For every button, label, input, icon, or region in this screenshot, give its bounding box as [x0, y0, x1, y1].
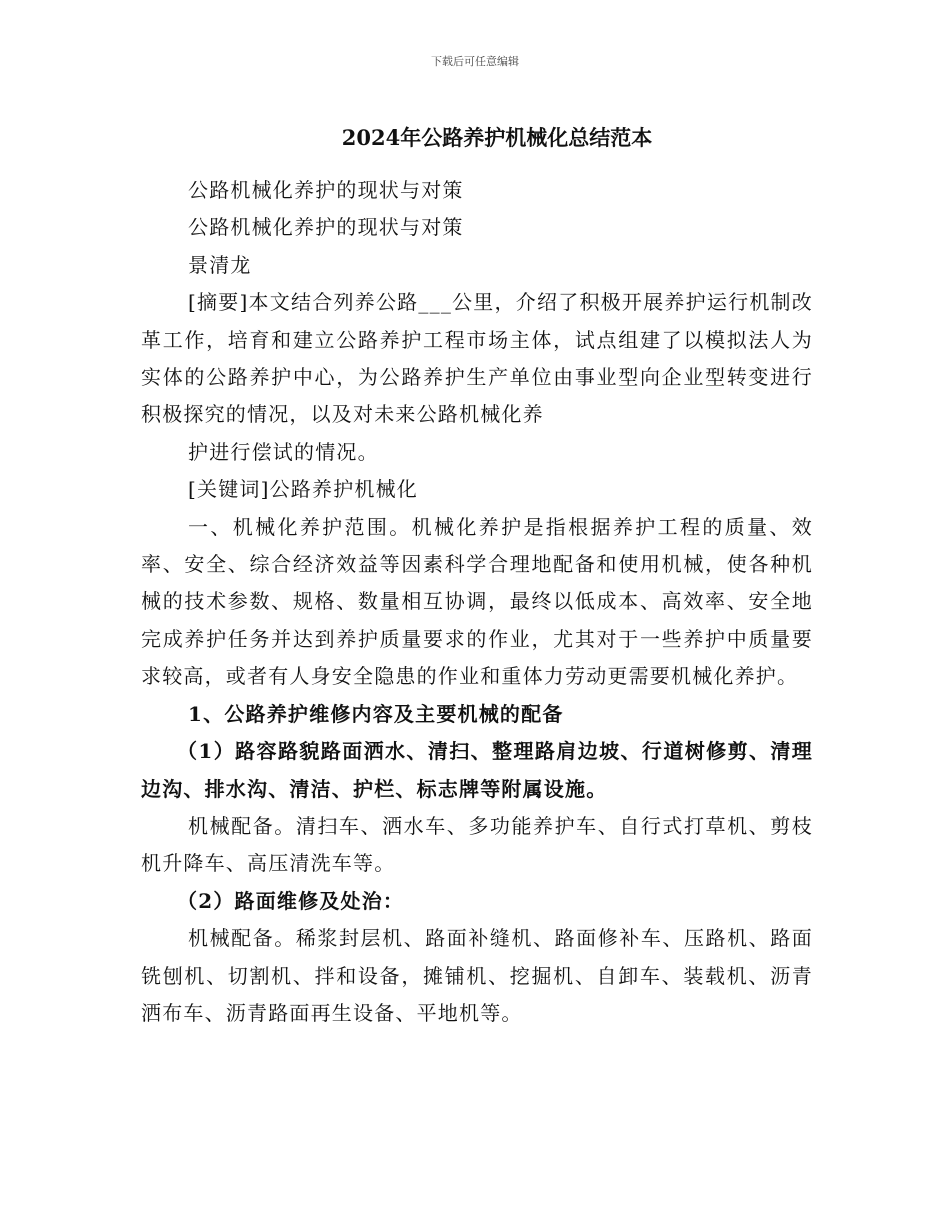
paragraph-author: 景清龙	[188, 252, 252, 277]
paragraph-equipment-2: 机械配备。稀浆封层机、路面补缝机、路面修补车、压路机、路面铣刨机、切割机、拌和设备，摊铺机、挖掘机、自卸车、装载机、沥青洒布车、沥青路面再生设备、平地机等。	[141, 926, 813, 1025]
paragraph-section-1: 一、机械化养护范围。机械化养护是指根据养护工程的质量、效率、安全、综合经济效益等因素科学合理地配备和使用机械，使各种机械的技术参数、规格、数量相互协调，最终以低成本、高效率、安全地完成养护任务并达到养护质量要求的作业，尤其对于一些养护中质量要求较高，或者有人身安全隐患的作业和重体力劳动更需要机械化养护。	[141, 514, 813, 689]
header-note: 下载后可任意编辑	[431, 55, 519, 68]
heading-road-repair: （2）路面维修及处治：	[177, 888, 405, 913]
paragraph-abstract: [摘要]本文结合列养公路___公里，介绍了积极开展养护运行机制改革工作，培育和建立公路养护工程市场主体，试点组建了以模拟法人为实体的公路养护中心，为公路养护生产单位由事业型向企业型转变进行积极探究的情况，以及对未来公路机械化养	[141, 290, 813, 427]
paragraph-keywords: [关键词]公路养护机械化	[188, 477, 419, 502]
heading-road-appearance: （1）路容路貌路面洒水、清扫、整理路肩边坡、行道树修剪、清理边沟、排水沟、清洁、护栏、标志牌等附属设施。	[141, 739, 813, 801]
heading-maintenance-content: 1、公路养护维修内容及主要机械的配备	[188, 701, 564, 726]
paragraph-abstract-cont: 护进行偿试的情况。	[188, 439, 379, 464]
paragraph-subtitle-2: 公路机械化养护的现状与对策	[188, 215, 464, 240]
document-title: 2024年公路养护机械化总结范本	[341, 125, 653, 150]
paragraph-subtitle-1: 公路机械化养护的现状与对策	[188, 178, 464, 202]
paragraph-equipment-1: 机械配备。清扫车、洒水车、多功能养护车、自行式打草机、剪枝机升降车、高压清洗车等。	[141, 813, 813, 876]
document-body	[141, 172, 813, 1032]
